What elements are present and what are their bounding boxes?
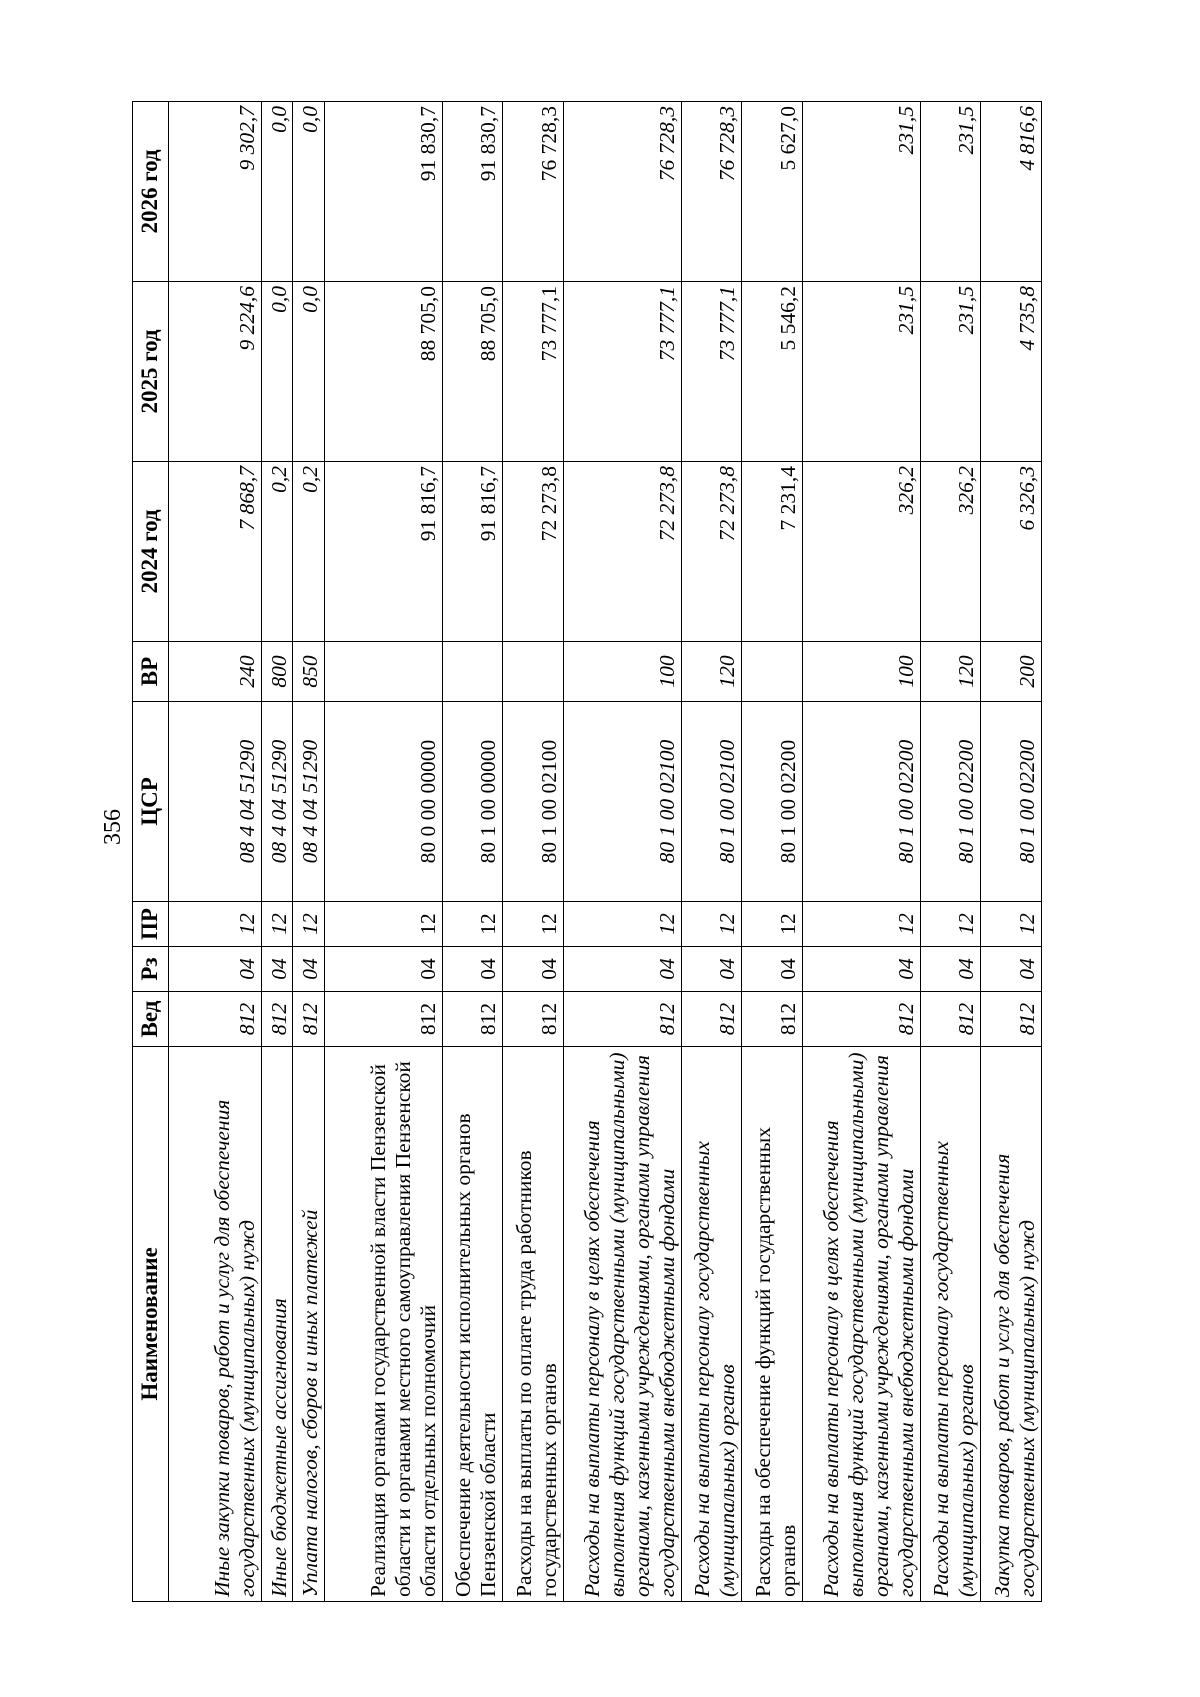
cell-2025: 0,0 (293, 282, 324, 462)
cell-2026: 76 728,3 (563, 102, 681, 282)
cell-2025: 231,5 (802, 282, 920, 462)
cell-ved: 812 (681, 992, 742, 1047)
header-csr: ЦСР (133, 702, 169, 902)
table-row (981, 102, 1042, 1602)
table-row (324, 102, 442, 1602)
cell-csr: 80 1 00 02200 (802, 702, 920, 902)
cell-2025: 88 705,0 (324, 282, 442, 462)
cell-pr: 12 (981, 902, 1042, 947)
cell-name: Расходы на обеспечение функций государственных органов (742, 1047, 803, 1602)
cell-csr: 80 1 00 02200 (920, 702, 981, 902)
cell-vr: 120 (681, 642, 742, 702)
cell-name: Обеспечение деятельности исполнительных органов Пензенской области (442, 1047, 503, 1602)
cell-2025: 231,5 (920, 282, 981, 462)
cell-ved: 812 (981, 992, 1042, 1047)
table-row (293, 102, 324, 1602)
cell-pr: 12 (742, 902, 803, 947)
cell-rz: 04 (324, 947, 442, 992)
cell-csr: 80 1 00 02100 (681, 702, 742, 902)
cell-pr: 12 (169, 902, 262, 947)
table-row (920, 102, 981, 1602)
table-row (742, 102, 803, 1602)
cell-rz: 04 (681, 947, 742, 992)
cell-csr: 80 1 00 02100 (503, 702, 564, 902)
cell-vr (503, 642, 564, 702)
cell-ved: 812 (442, 992, 503, 1047)
cell-csr: 80 1 00 00000 (442, 702, 503, 902)
header-ved: Вед (133, 992, 169, 1047)
cell-2024: 7 868,7 (169, 462, 262, 642)
page-number: 356 (100, 809, 126, 845)
cell-2026: 0,0 (262, 102, 293, 282)
table-row (802, 102, 920, 1602)
cell-vr: 240 (169, 642, 262, 702)
cell-name: Расходы на выплаты по оплате труда работников государственных органов (503, 1047, 564, 1602)
cell-2026: 231,5 (802, 102, 920, 282)
header-name: Наименование (133, 1047, 169, 1602)
cell-2026: 91 830,7 (324, 102, 442, 282)
cell-vr (324, 642, 442, 702)
cell-pr: 12 (681, 902, 742, 947)
cell-2024: 91 816,7 (324, 462, 442, 642)
cell-rz: 04 (503, 947, 564, 992)
cell-2025: 0,0 (262, 282, 293, 462)
cell-csr: 08 4 04 51290 (169, 702, 262, 902)
cell-name: Иные бюджетные ассигнования (262, 1047, 293, 1602)
cell-2026: 5 627,0 (742, 102, 803, 282)
cell-vr: 800 (262, 642, 293, 702)
cell-2025: 5 546,2 (742, 282, 803, 462)
cell-pr: 12 (563, 902, 681, 947)
cell-rz: 04 (442, 947, 503, 992)
cell-2025: 73 777,1 (563, 282, 681, 462)
cell-rz: 04 (981, 947, 1042, 992)
header-vr: ВР (133, 642, 169, 702)
cell-2026: 9 302,7 (169, 102, 262, 282)
cell-2025: 73 777,1 (681, 282, 742, 462)
header-rz: Рз (133, 947, 169, 992)
cell-vr: 200 (981, 642, 1042, 702)
cell-ved: 812 (169, 992, 262, 1047)
cell-2024: 326,2 (920, 462, 981, 642)
header-pr: ПР (133, 902, 169, 947)
cell-pr: 12 (262, 902, 293, 947)
table-row (169, 102, 262, 1602)
cell-name: Расходы на выплаты персоналу государственных (муниципальных) органов (681, 1047, 742, 1602)
cell-2026: 0,0 (293, 102, 324, 282)
cell-2024: 6 326,3 (981, 462, 1042, 642)
header-2025: 2025 год (133, 282, 169, 462)
cell-rz: 04 (293, 947, 324, 992)
cell-2024: 91 816,7 (442, 462, 503, 642)
table-row (503, 102, 564, 1602)
cell-ved: 812 (324, 992, 442, 1047)
cell-rz: 04 (169, 947, 262, 992)
cell-pr: 12 (920, 902, 981, 947)
cell-csr: 80 0 00 00000 (324, 702, 442, 902)
cell-pr: 12 (442, 902, 503, 947)
cell-rz: 04 (742, 947, 803, 992)
cell-2025: 4 735,8 (981, 282, 1042, 462)
cell-vr: 100 (802, 642, 920, 702)
header-2024: 2024 год (133, 462, 169, 642)
cell-2024: 72 273,8 (563, 462, 681, 642)
cell-vr (742, 642, 803, 702)
cell-2024: 72 273,8 (503, 462, 564, 642)
cell-ved: 812 (920, 992, 981, 1047)
cell-name: Закупка товаров, работ и услуг для обеспечения государственных (муниципальных) нужд (981, 1047, 1042, 1602)
cell-name: Расходы на выплаты персоналу в целях обеспечения выполнения функций государственными (муниципальными) органами, казенными учреждениями, органами управления государственными внебюджетными фондами (802, 1047, 920, 1602)
table-row (563, 102, 681, 1602)
cell-ved: 812 (503, 992, 564, 1047)
cell-2024: 326,2 (802, 462, 920, 642)
cell-2026: 4 816,6 (981, 102, 1042, 282)
cell-pr: 12 (293, 902, 324, 947)
cell-2026: 91 830,7 (442, 102, 503, 282)
cell-ved: 812 (742, 992, 803, 1047)
cell-name: Уплата налогов, сборов и иных платежей (293, 1047, 324, 1602)
cell-2026: 76 728,3 (681, 102, 742, 282)
cell-csr: 08 4 04 51290 (293, 702, 324, 902)
cell-name: Расходы на выплаты персоналу государственных (муниципальных) органов (920, 1047, 981, 1602)
table-row (681, 102, 742, 1602)
cell-name: Реализация органами государственной власти Пензенской области и органами местного самоуправления Пензенской области отдельных полномочий (324, 1047, 442, 1602)
cell-vr: 850 (293, 642, 324, 702)
cell-pr: 12 (802, 902, 920, 947)
cell-vr: 120 (920, 642, 981, 702)
header-2026: 2026 год (133, 102, 169, 282)
cell-vr (442, 642, 503, 702)
cell-2024: 0,2 (293, 462, 324, 642)
cell-name: Расходы на выплаты персоналу в целях обеспечения выполнения функций государственными (муниципальными) органами, казенными учреждениями, органами управления государственными внебюджетными фондами (563, 1047, 681, 1602)
cell-pr: 12 (324, 902, 442, 947)
table-row (442, 102, 503, 1602)
cell-2026: 76 728,3 (503, 102, 564, 282)
cell-pr: 12 (503, 902, 564, 947)
cell-ved: 812 (293, 992, 324, 1047)
header-row (133, 102, 169, 1602)
rotated-table-container (132, 102, 1042, 1602)
cell-2026: 231,5 (920, 102, 981, 282)
cell-2025: 73 777,1 (503, 282, 564, 462)
cell-rz: 04 (802, 947, 920, 992)
table-row (262, 102, 293, 1602)
cell-2024: 7 231,4 (742, 462, 803, 642)
cell-csr: 80 1 00 02100 (563, 702, 681, 902)
cell-ved: 812 (802, 992, 920, 1047)
budget-table (132, 101, 1042, 1602)
cell-ved: 812 (262, 992, 293, 1047)
cell-2025: 9 224,6 (169, 282, 262, 462)
cell-rz: 04 (920, 947, 981, 992)
cell-2024: 0,2 (262, 462, 293, 642)
cell-csr: 08 4 04 51290 (262, 702, 293, 902)
cell-rz: 04 (563, 947, 681, 992)
cell-2024: 72 273,8 (681, 462, 742, 642)
cell-name: Иные закупки товаров, работ и услуг для обеспечения государственных (муниципальных) нужд (169, 1047, 262, 1602)
cell-rz: 04 (262, 947, 293, 992)
cell-csr: 80 1 00 02200 (981, 702, 1042, 902)
cell-ved: 812 (563, 992, 681, 1047)
cell-2025: 88 705,0 (442, 282, 503, 462)
cell-csr: 80 1 00 02200 (742, 702, 803, 902)
cell-vr: 100 (563, 642, 681, 702)
